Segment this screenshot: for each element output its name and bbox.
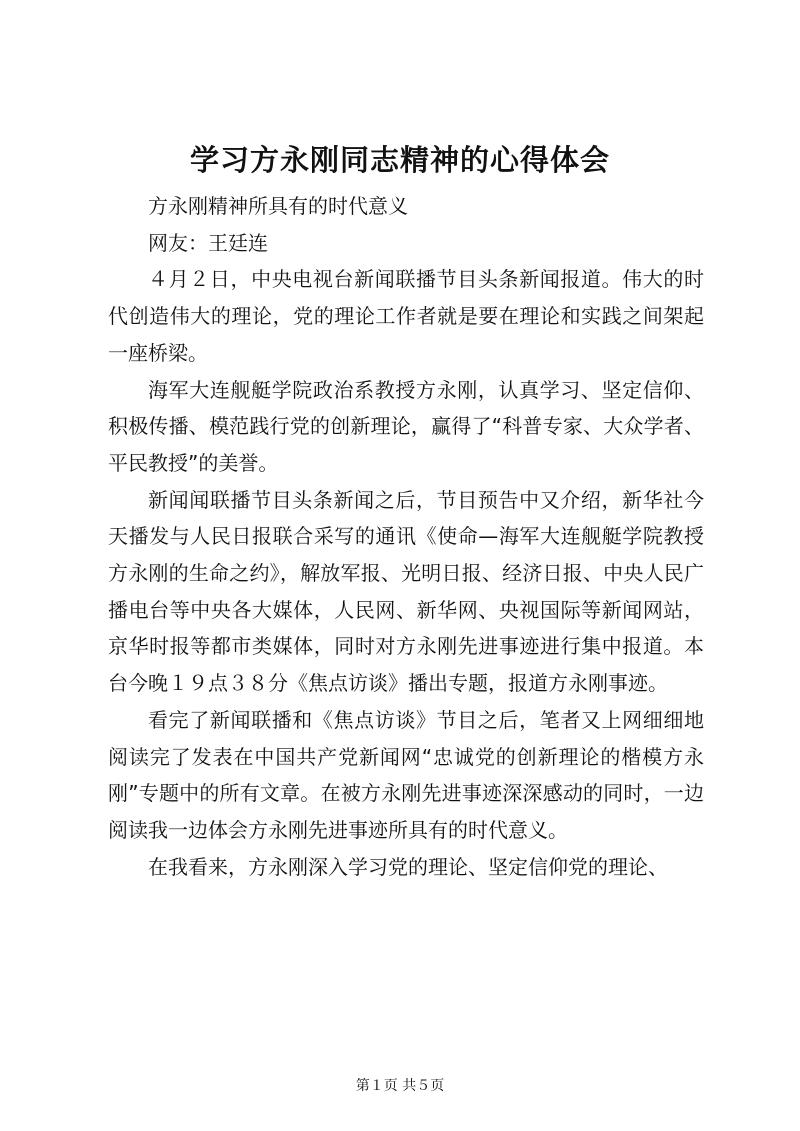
- paragraph: 看完了新闻联播和《焦点访谈》节目之后，笔者又上网细细地阅读完了发表在中国共产党新闻网“忠诚党的创新理论的楷模方永刚”专题中的所有文章。在被方永刚先进事迹深深感动的同时，一边阅读我一边体会方永刚先进事迹所具有的时代意义。: [108, 707, 704, 842]
- paragraph: ４月２日，中央电视台新闻联播节目头条新闻报道。伟大的时代创造伟大的理论，党的理论工作者就是要在理论和实践之间架起一座桥梁。: [108, 267, 704, 365]
- paragraph: 在我看来，方永刚深入学习党的理论、坚定信仰党的理论、: [148, 854, 668, 879]
- document-body: [108, 188, 704, 885]
- paragraph: 海军大连舰艇学院政治系教授方永刚，认真学习、坚定信仰、积极传播、模范践行党的创新理论，赢得了“科普专家、大众学者、平民教授”的美誉。: [108, 377, 704, 475]
- paragraph-author: 网友：王廷连: [148, 230, 268, 255]
- paragraph: 新闻闻联播节目头条新闻之后，节目预告中又介绍，新华社今天播发与人民日报联合采写的通讯《使命—海军大连舰艇学院教授方永刚的生命之约》，解放军报、光明日报、经济日报、中央人民广播电台等中央各大媒体，人民网、新华网、央视国际等新闻网站，京华时报等都市类媒体，同时对方永刚先进事迹进行集中报道。本台今晚１９点３８分《焦点访谈》播出专题，报道方永刚事迹。: [108, 487, 704, 696]
- paragraph-subtitle: 方永刚精神所具有的时代意义: [148, 194, 408, 218]
- document-title: 学习方永刚同志精神的心得体会: [189, 143, 610, 177]
- page-footer: 第１页 共５页: [355, 1078, 445, 1094]
